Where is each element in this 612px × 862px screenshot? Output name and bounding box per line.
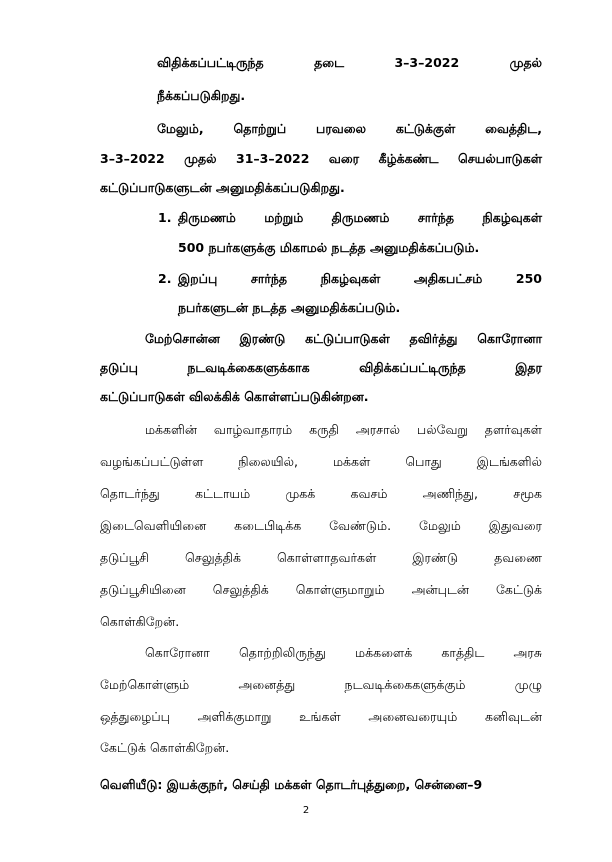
text-line: இடைவெளியினை கடைபிடிக்க வேண்டும். மேலும் இதுவரை — [100, 518, 542, 533]
list-item-line: இறப்பு சார்ந்த நிகழ்வுகள் அதிகபட்சம் 250 — [178, 271, 542, 286]
list-number: 1. — [158, 210, 172, 225]
text-line: தொடர்ந்து கட்டாயம் முகக் கவசம் அணிந்து, சமூக — [100, 486, 542, 501]
release-footer: வெளியீடு: இயக்குநர், செய்தி மக்கள் தொடர்புத்துறை, சென்னை–9 — [100, 777, 483, 792]
text-line: மேலும், தொற்றுப் பரவலை கட்டுக்குள் வைத்திட, — [157, 121, 542, 136]
text-line: கொள்கிறேன். — [100, 614, 180, 629]
text-line: கட்டுப்பாடுகளுடன் அனுமதிக்கப்படுகிறது. — [100, 180, 345, 195]
text-line: தடுப்பூசி செலுத்திக் கொள்ளாதவர்கள் இரண்டு தவணை — [100, 550, 542, 565]
text-line: வழங்கப்பட்டுள்ள நிலையில், மக்கள் பொது இடங்களில் — [100, 454, 542, 469]
list-item-line: 500 நபர்களுக்கு மிகாமல் நடத்த அனுமதிக்கப்படும். — [178, 240, 480, 255]
list-item-line: நபர்களுடன் நடத்த அனுமதிக்கப்படும். — [178, 300, 401, 315]
text-line: தடுப்பூசியினை செலுத்திக் கொள்ளுமாறும் அன்புடன் கேட்டுக் — [100, 582, 542, 597]
text-line: மேற்கொள்ளும் அனைத்து நடவடிக்கைகளுக்கும் முழு — [100, 677, 542, 692]
text-line: ஒத்துழைப்பு அளிக்குமாறு உங்கள் அனைவரையும் கனிவுடன் — [100, 709, 542, 724]
list-item-line: திருமணம் மற்றும் திருமணம் சார்ந்த நிகழ்வுகள் — [178, 210, 542, 225]
text-line: நீக்கப்படுகிறது. — [157, 88, 246, 103]
text-line: கேட்டுக் கொள்கிறேன். — [100, 740, 230, 755]
text-line: விதிக்கப்பட்டிருந்த தடை 3–3–2022 முதல் — [157, 55, 542, 70]
text-line: கட்டுப்பாடுகள் விலக்கிக் கொள்ளப்படுகின்றன. — [100, 389, 369, 404]
text-line: கொரோனா தொற்றிலிருந்து மக்களைக் காத்திட அரசு — [145, 645, 542, 660]
list-number: 2. — [158, 271, 172, 286]
text-line: மேற்சொன்ன இரண்டு கட்டுப்பாடுகள் தவிர்த்து கொரோனா — [145, 331, 542, 346]
page-number: 2 — [302, 805, 310, 816]
text-line: மக்களின் வாழ்வாதாரம் கருதி அரசால் பல்வேறு தளர்வுகள் — [145, 422, 542, 437]
text-line: தடுப்பு நடவடிக்கைகளுக்காக விதிக்கப்பட்டிருந்த இதர — [100, 360, 542, 375]
text-line: 3–3–2022 முதல் 31–3–2022 வரை கீழ்க்கண்ட செயல்பாடுகள் — [100, 151, 542, 166]
